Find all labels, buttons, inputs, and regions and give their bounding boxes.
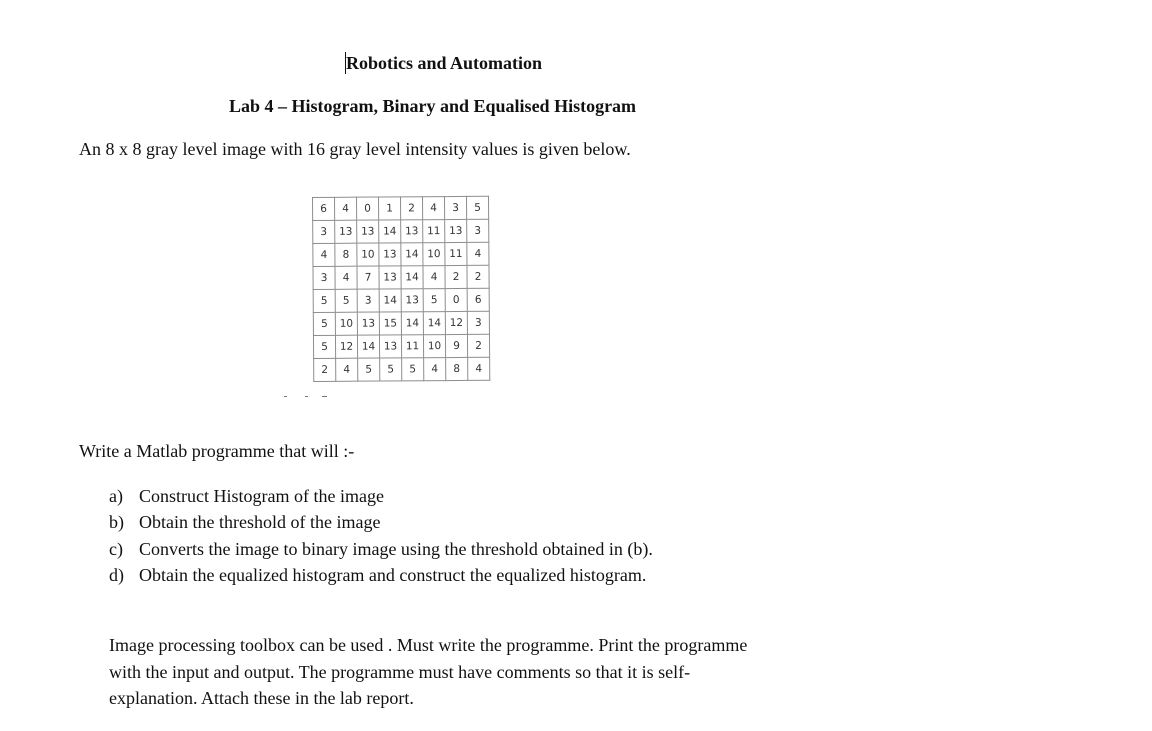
matrix-cell: 4: [468, 357, 490, 380]
matrix-row: [313, 219, 489, 243]
matrix-row: [313, 242, 489, 266]
matrix-cell: 14: [401, 266, 423, 289]
matrix-cell: 6: [313, 197, 335, 220]
matrix-cell: 11: [401, 335, 423, 358]
matrix-cell: 14: [379, 220, 401, 243]
gray-level-image-figure: [312, 196, 490, 382]
task-item: [109, 484, 653, 510]
matrix-cell: 0: [445, 288, 467, 311]
matrix-row: [313, 265, 489, 289]
matrix-cell: 14: [401, 243, 423, 266]
matrix-cell: 5: [380, 358, 402, 381]
scan-artifact: [305, 396, 308, 397]
matrix-cell: 10: [335, 312, 357, 335]
matrix-row: [313, 334, 489, 358]
intro-paragraph: An 8 x 8 gray level image with 16 gray level intensity values is given below.: [79, 139, 631, 159]
matrix-cell: 13: [335, 220, 357, 243]
matrix-cell: 4: [467, 242, 489, 265]
task-marker: a): [109, 486, 123, 506]
matrix-cell: 5: [358, 358, 380, 381]
matrix-cell: 4: [335, 266, 357, 289]
matrix-cell: 5: [313, 335, 335, 358]
matrix-cell: 15: [379, 312, 401, 335]
matrix-cell: 10: [357, 243, 379, 266]
matrix-cell: 5: [402, 358, 424, 381]
task-item: [109, 510, 653, 536]
matrix-cell: 5: [313, 312, 335, 335]
matrix-cell: 13: [357, 220, 379, 243]
matrix-cell: 14: [379, 289, 401, 312]
matrix-cell: 6: [467, 288, 489, 311]
matrix-cell: 1: [379, 197, 401, 220]
matrix-cell: 8: [335, 243, 357, 266]
matrix-cell: 12: [335, 335, 357, 358]
matrix-row: [313, 288, 489, 312]
note-line: with the input and output. The programme must have comments so that it is self-: [109, 661, 691, 682]
matrix-cell: 3: [313, 220, 335, 243]
document-subtitle: Lab 4 – Histogram, Binary and Equalised Histogram: [229, 96, 637, 116]
matrix-cell: 4: [313, 243, 335, 266]
matrix-cell: 2: [467, 265, 489, 288]
task-text: Obtain the equalized histogram and construct the equalized histogram.: [139, 564, 647, 585]
task-list: [109, 484, 653, 589]
matrix-cell: 14: [401, 312, 423, 335]
matrix-cell: 3: [467, 311, 489, 334]
matrix-cell: 2: [314, 358, 336, 381]
task-item: [109, 563, 653, 589]
matrix-cell: 4: [335, 197, 357, 220]
task-text: Construct Histogram of the image: [139, 486, 384, 506]
document-title: Robotics and Automation: [346, 53, 543, 73]
matrix-cell: 2: [445, 265, 467, 288]
task-marker: d): [109, 564, 124, 585]
matrix-row: [313, 311, 489, 335]
matrix-cell: 3: [313, 266, 335, 289]
scan-artifact: [284, 396, 287, 397]
matrix-cell: 8: [446, 357, 468, 380]
task-intro: Write a Matlab programme that will :-: [79, 441, 355, 461]
task-text: Converts the image to binary image using the threshold obtained in (b).: [139, 538, 653, 559]
task-marker: b): [109, 512, 124, 533]
matrix-cell: 3: [467, 219, 489, 242]
task-item: [109, 537, 653, 563]
matrix-cell: 7: [357, 266, 379, 289]
matrix-cell: 2: [467, 334, 489, 357]
matrix-cell: 3: [445, 196, 467, 219]
matrix-cell: 13: [401, 220, 423, 243]
matrix-cell: 5: [466, 196, 488, 219]
matrix-cell: 0: [357, 197, 379, 220]
matrix-cell: 11: [445, 242, 467, 265]
matrix-cell: 13: [379, 266, 401, 289]
matrix-cell: 13: [379, 243, 401, 266]
matrix-cell: 2: [401, 197, 423, 220]
matrix-cell: 10: [423, 335, 445, 358]
matrix-cell: 14: [357, 335, 379, 358]
image-matrix-table: [312, 196, 490, 382]
matrix-cell: 5: [313, 289, 335, 312]
matrix-cell: 13: [357, 312, 379, 335]
matrix-cell: 5: [423, 289, 445, 312]
matrix-cell: 4: [423, 266, 445, 289]
note-line: Image processing toolbox can be used . Must write the programme. Print the programme: [109, 635, 748, 655]
matrix-cell: 5: [335, 289, 357, 312]
matrix-row: [314, 357, 490, 381]
matrix-cell: 13: [401, 289, 423, 312]
matrix-row: [313, 196, 489, 220]
matrix-cell: 13: [379, 335, 401, 358]
matrix-cell: 14: [423, 312, 445, 335]
matrix-cell: 11: [423, 220, 445, 243]
matrix-cell: 4: [424, 358, 446, 381]
instructions-note: [109, 632, 747, 712]
matrix-cell: 4: [336, 358, 358, 381]
matrix-cell: 4: [423, 197, 445, 220]
matrix-cell: 10: [423, 243, 445, 266]
task-text: Obtain the threshold of the image: [139, 512, 381, 533]
matrix-cell: 12: [445, 311, 467, 334]
matrix-cell: 3: [357, 289, 379, 312]
matrix-cell: 9: [445, 334, 467, 357]
scan-artifact: [322, 396, 327, 397]
matrix-cell: 13: [445, 219, 467, 242]
task-marker: c): [109, 538, 123, 559]
note-line: explanation. Attach these in the lab report.: [109, 688, 414, 708]
